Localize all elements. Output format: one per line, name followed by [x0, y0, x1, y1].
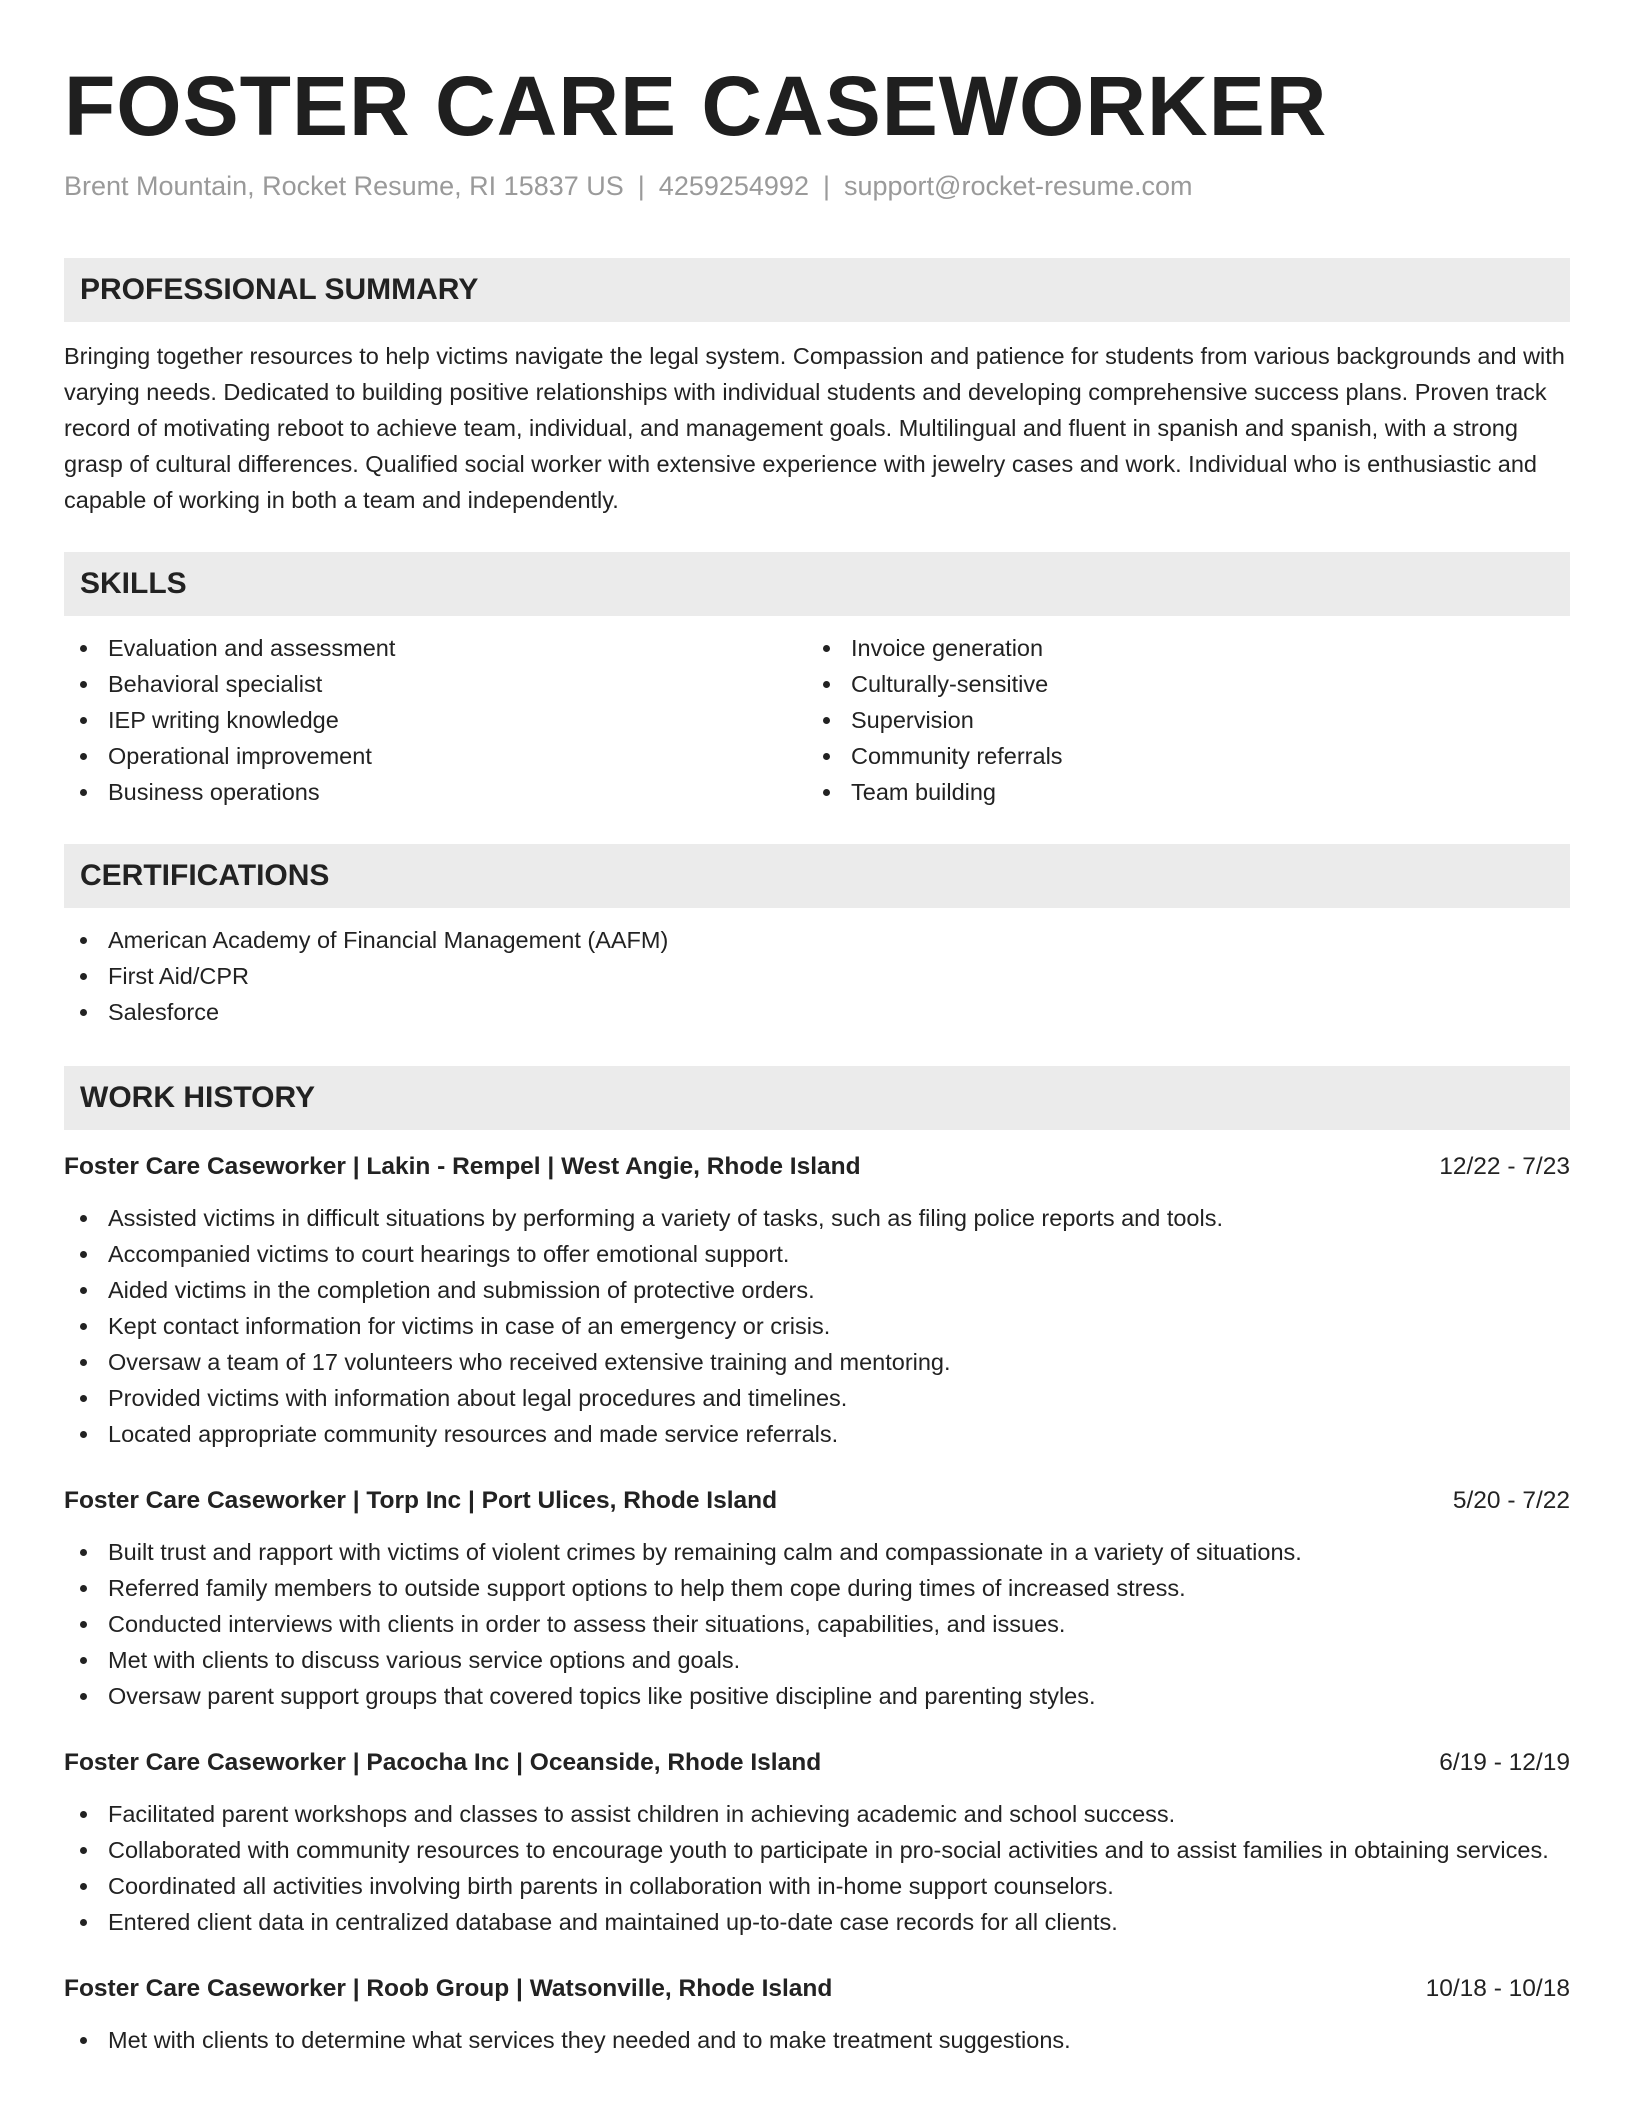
- skills-section: [64, 552, 1570, 810]
- jobs-list: [64, 1150, 1570, 2058]
- job-duty-item: Accompanied victims to court hearings to offer emotional support.: [64, 1236, 1570, 1272]
- job-duty-item: Met with clients to determine what services they needed and to make treatment suggestions.: [64, 2022, 1570, 2058]
- job-duties-list: [64, 1796, 1570, 1940]
- job-duty-item: Entered client data in centralized database and maintained up-to-date case records for all clients.: [64, 1904, 1570, 1940]
- skill-item: Culturally-sensitive: [807, 666, 1550, 702]
- resume-name: FOSTER CARE CASEWORKER: [64, 59, 1328, 153]
- skill-item: Community referrals: [807, 738, 1550, 774]
- job-dates: 5/20 - 7/22: [1452, 1487, 1570, 1514]
- job-duty-item: Conducted interviews with clients in order to assess their situations, capabilities, and issues.: [64, 1606, 1570, 1642]
- contact-address: Brent Mountain, Rocket Resume, RI 15837 US: [64, 171, 624, 201]
- contact-separator: |: [822, 171, 830, 201]
- job-duty-item: Coordinated all activities involving birth parents in collaboration with in-home support counselors.: [64, 1868, 1570, 1904]
- section-heading: CERTIFICATIONS: [64, 844, 1570, 908]
- contact-phone: 4259254992: [658, 171, 809, 201]
- job-title: Foster Care Caseworker | Pacocha Inc | Oceanside, Rhode Island: [64, 1749, 822, 1776]
- skill-item: Team building: [807, 774, 1550, 810]
- skills-list-left: [64, 630, 807, 810]
- job-duties-list: [64, 1200, 1570, 1452]
- job-entry: [64, 1484, 1570, 1714]
- skills-columns: [64, 630, 1570, 810]
- job-duty-item: Located appropriate community resources and made service referrals.: [64, 1416, 1570, 1452]
- skill-item: Evaluation and assessment: [64, 630, 807, 666]
- job-duties-list: [64, 1534, 1570, 1714]
- job-duty-item: Built trust and rapport with victims of violent crimes by remaining calm and compassionate in a variety of situations.: [64, 1534, 1570, 1570]
- contact-separator: |: [637, 171, 645, 201]
- job-duty-item: Oversaw a team of 17 volunteers who received extensive training and mentoring.: [64, 1344, 1570, 1380]
- job-entry: [64, 1972, 1570, 2058]
- contact-email: support@rocket-resume.com: [843, 171, 1193, 201]
- skill-item: Supervision: [807, 702, 1550, 738]
- section-heading: WORK HISTORY: [64, 1066, 1570, 1130]
- job-dates: 12/22 - 7/23: [1439, 1153, 1570, 1180]
- skills-list-right: [807, 630, 1550, 810]
- skill-item: Operational improvement: [64, 738, 807, 774]
- job-entry: [64, 1150, 1570, 1452]
- job-dates: 6/19 - 12/19: [1439, 1749, 1570, 1776]
- work-history-section: [64, 1066, 1570, 2058]
- resume-page: [64, 56, 1570, 2058]
- job-header: [64, 1150, 1570, 1184]
- certification-item: American Academy of Financial Management (AAFM): [64, 922, 1570, 958]
- job-header: [64, 1972, 1570, 2006]
- job-duty-item: Oversaw parent support groups that covered topics like positive discipline and parenting styles.: [64, 1678, 1570, 1714]
- job-duty-item: Aided victims in the completion and submission of protective orders.: [64, 1272, 1570, 1308]
- certifications-list: [64, 922, 1570, 1030]
- skill-item: Business operations: [64, 774, 807, 810]
- job-title: Foster Care Caseworker | Roob Group | Watsonville, Rhode Island: [64, 1975, 833, 2002]
- job-duty-item: Met with clients to discuss various service options and goals.: [64, 1642, 1570, 1678]
- summary-text: Bringing together resources to help victims navigate the legal system. Compassion and patience for students from various backgrounds and with varying needs. Dedicated to building positive relationships with individual students and developing comprehensive success plans. Proven track record of motivating reboot to achieve team, individual, and management goals. Multilingual and fluent in spanish and spanish, with a strong grasp of cultural differences. Qualified social worker with extensive experience with jewelry cases and work. Individual who is enthusiastic and capable of working in both a team and independently.: [64, 343, 1565, 513]
- skill-item: IEP writing knowledge: [64, 702, 807, 738]
- job-duty-item: Collaborated with community resources to encourage youth to participate in pro-social activities and to assist families in obtaining services.: [64, 1832, 1570, 1868]
- job-header: [64, 1746, 1570, 1780]
- section-heading: SKILLS: [64, 552, 1570, 616]
- section-heading: PROFESSIONAL SUMMARY: [64, 258, 1570, 322]
- contact-line: [64, 168, 1570, 204]
- job-entry: [64, 1746, 1570, 1940]
- certifications-section: [64, 844, 1570, 1030]
- certification-item: Salesforce: [64, 994, 1570, 1030]
- job-header: [64, 1484, 1570, 1518]
- job-duty-item: Referred family members to outside support options to help them cope during times of increased stress.: [64, 1570, 1570, 1606]
- skill-item: Invoice generation: [807, 630, 1550, 666]
- job-duty-item: Assisted victims in difficult situations by performing a variety of tasks, such as filing police reports and tools.: [64, 1200, 1570, 1236]
- job-duty-item: Kept contact information for victims in case of an emergency or crisis.: [64, 1308, 1570, 1344]
- job-title: Foster Care Caseworker | Torp Inc | Port Ulices, Rhode Island: [64, 1487, 778, 1514]
- job-dates: 10/18 - 10/18: [1425, 1975, 1570, 2002]
- job-duty-item: Facilitated parent workshops and classes to assist children in achieving academic and school success.: [64, 1796, 1570, 1832]
- certification-item: First Aid/CPR: [64, 958, 1570, 994]
- job-duties-list: [64, 2022, 1570, 2058]
- professional-summary-section: [64, 258, 1570, 518]
- job-title: Foster Care Caseworker | Lakin - Rempel | West Angie, Rhode Island: [64, 1153, 861, 1180]
- job-duty-item: Provided victims with information about legal procedures and timelines.: [64, 1380, 1570, 1416]
- skill-item: Behavioral specialist: [64, 666, 807, 702]
